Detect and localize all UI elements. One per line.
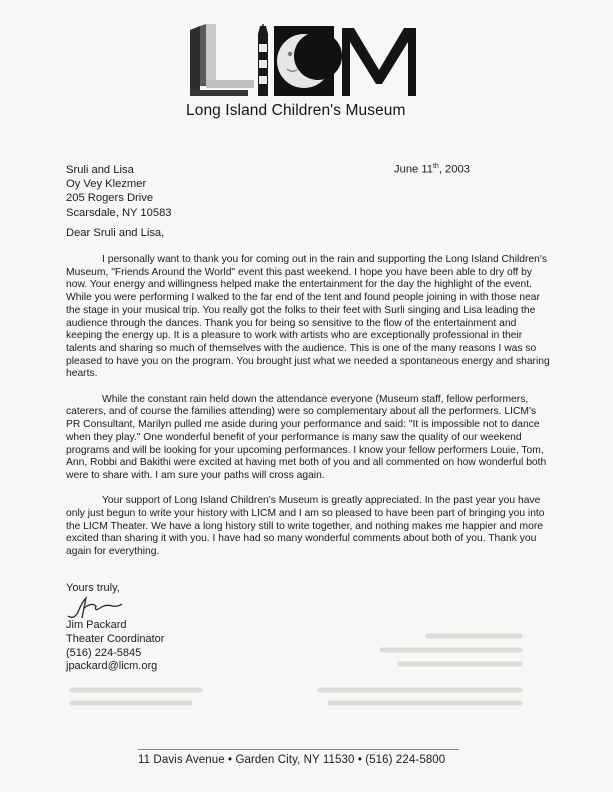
closing: Yours truly, — [66, 582, 120, 594]
recipient-line: Oy Vey Klezmer — [66, 178, 147, 191]
salutation: Dear Sruli and Lisa, — [66, 227, 165, 239]
signer-name: Jim Packard — [66, 619, 127, 631]
footer-divider — [138, 749, 459, 750]
body-paragraph: Your support of Long Island Children's Museum is greatly appreciated. In the past year you have only just begun to write your history with LICM and I am so pleased to have been part of bringing you into the LICM Theater. We have a long history still to write together, and nothing makes me happier and more excited than sharing it with you. I have had so many wonderful comments about both of you. Thank you again for everything. — [66, 495, 545, 558]
signer-phone: (516) 224-5845 — [66, 646, 142, 659]
date-year: , 2003 — [438, 163, 470, 176]
recipient-line: 205 Rogers Drive — [66, 192, 154, 205]
museum-name: Long Island Children's Museum — [186, 102, 406, 119]
footer-address: 11 Davis Avenue • Garden City, NY 11530 • (516) 224-5800 — [138, 754, 446, 766]
date-suffix: th — [432, 163, 439, 170]
signer-email: jpackard@licm.org — [66, 660, 158, 673]
signer-title: Theater Coordinator — [66, 632, 165, 645]
body-paragraph: I personally want to thank you for coming out in the rain and supporting the Long Island Children's Museum, "Friends Around the World" event this past weekend. I hope you have been able to dry off by now. Your energy and willingness helped make the entertainment for the day the highlight of the event. While you were performing I walked to the far end of the tent and found people joining in with those near the stage in your musical trip. You really got the folks to their feet with Surli singing and Lisa leading the audience through the dances. Thank you for being so sensitive to the flow of the entertainment and keeping the energy up. It is a pleasure to work with artists who are exceptionally professional in their talents and sharing so much of themselves with the audience. This is one of the many reasons I was so pleased to have you on the program. You brought just what we needed a spontaneous energy and sharing hearts. — [66, 254, 550, 380]
recipient-line: Scarsdale, NY 10583 — [66, 206, 172, 219]
body-paragraph: While the constant rain held down the attendance everyone (Museum staff, fellow performers, caterers, and of course the families attending) were so complementary about all the performers. LICM's PR Consultant, Marilyn pulled me aside during your performance and said: "It is impossible not to dance when they play." One wonderful benefit of your performance is many saw the quality of our weekend programs and will be looking for your upcoming performances. I know your fellow performers Louie, Tom, Ann, Robbi and Bakithi were excited at having met both of you and all commented on how wonderful both were to share with. I am sure your paths will cross again. — [66, 393, 547, 481]
date-month-day: June 11 — [394, 163, 433, 176]
recipient-line: Sruli and Lisa — [66, 164, 134, 176]
